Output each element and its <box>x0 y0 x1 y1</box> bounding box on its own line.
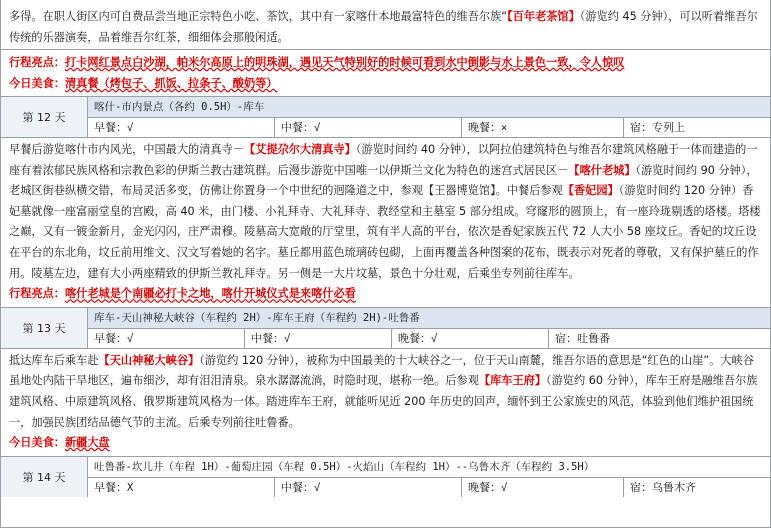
stay-value: 专列上 <box>652 121 685 134</box>
dinner-label: 晚餐： <box>468 480 501 494</box>
highlight-label: 行程亮点： <box>9 56 65 69</box>
day12-text-b: （游览时间约 40 分钟），以阿拉伯建筑特色与维吾尔建筑风格融于一体而建造的一座有着浓郁民族风格和宗教色彩的伊斯兰教古建筑群。后漫步游览中国唯一以伊斯兰文化为特色的迷宫式居民区－ <box>9 143 758 177</box>
day14-label: 第 14 天 <box>1 457 88 497</box>
stay-value: 乌鲁木齐 <box>652 480 696 494</box>
day12-route: 喀什-市内景点（各约 0.5H）-库车 <box>88 97 770 118</box>
lunch-label: 中餐： <box>281 121 314 134</box>
xiangfei-highlight: 【香妃园】 <box>562 184 619 198</box>
stay-value: 吐鲁番 <box>577 331 610 345</box>
dinner-label: 晚餐： <box>468 121 501 134</box>
lunch-label: 中餐： <box>251 331 284 345</box>
day13-food-label: 今日美食： <box>9 436 65 450</box>
day14-header <box>1 457 770 497</box>
day11-highlights <box>1 50 770 97</box>
day13-text-c: （游览约 60 分钟），库车王府是融维吾尔族建筑风格、中原建筑风格、俄罗斯建筑风格为一体。踏进库车王府，就能听见近 200 年历史的回声，缅怀到王公家族史的风范，体验到他们维护祖国统一，加强民族团结品德气节的主流。后乘专列前往吐鲁番。 <box>9 374 758 429</box>
day12-text-d: （游览时间约 120 分钟）香妃墓就像一座富丽堂皇的宫殿，高 40 米，由门楼、小礼拜寺、大礼拜寺、教经堂和主墓室 5 部分组成。穹窿形的圆顶上，有一座玲珑剔透的塔楼。塔楼之巅，又有一镀金新月，金光闪闪，庄严肃穆。陵墓高大宽敞的厅堂里，筑有半人高的平台，依次是香妃家族五代 72 人大小 58 座坟丘。香妃的坟丘设在平台的东北角，坟丘前用维文、汉文写着她的名字。墓丘都用蓝色琉璃砖包砌，上面再覆盖各种图案的花布，既表示对死者的尊敬，又有保护墓丘的作用。陵墓左边，建有大小两座精致的伊斯兰教礼拜寺。另一侧是一大片坟墓，景色十分壮观，后乘坐专列前往库车。 <box>9 184 761 280</box>
canyon-highlight: 【天山神秘大峡谷】 <box>98 353 200 367</box>
mosque-highlight: 【艾提尕尔大清真寺】 <box>243 143 356 156</box>
day12-description <box>1 138 770 308</box>
day11-text-tail: （游览约 45 分钟），可以听着维吾尔传统的乐器演奏，品着维吾尔红茶，细细体会那般闲适。 <box>9 10 758 44</box>
teahouse-highlight: 【百年老茶馆】 <box>507 10 580 23</box>
breakfast-value: X <box>127 481 134 494</box>
day13-route: 库车-天山神秘大峡谷（车程约 2H）-库车王府（车程约 2H)-吐鲁番 <box>88 308 770 329</box>
day13-meals <box>88 329 770 348</box>
lunch-value: √ <box>284 332 291 345</box>
day13-header <box>1 308 770 349</box>
lunch-value: √ <box>314 481 321 494</box>
breakfast-value: √ <box>127 122 134 134</box>
day12-header <box>1 97 770 138</box>
day14-meals <box>88 478 770 497</box>
highlight-text: 打卡网红景点白沙湖，帕米尔高原上的明珠湖，遇见天气特别好的时候可看到水中倒影与水上景色一致，令人惊叹 <box>64 56 625 69</box>
day13-description <box>1 349 770 457</box>
day12-meals <box>88 118 770 137</box>
stay-label: 宿： <box>630 121 652 134</box>
dinner-value: √ <box>501 481 508 494</box>
breakfast-label: 早餐： <box>94 331 127 345</box>
kuqa-palace-highlight: 【库车王府】 <box>478 374 547 388</box>
day12-highlight-text: 喀什老城是个南疆必打卡之地，喀什开城仪式是来喀什必看 <box>64 287 356 301</box>
day11-text: 多得。在职人街区内可自费品尝当地正宗特色小吃、茶饮，其中有一家喀什本地最富特色的维吾尔族“ <box>9 10 508 23</box>
dinner-value: × <box>501 122 508 134</box>
food-label: 今日美食： <box>9 77 65 90</box>
day11-continuation <box>1 0 770 50</box>
stay-label: 宿： <box>555 331 577 345</box>
day13-text-a: 抵达库车后乘车赴 <box>9 353 99 367</box>
day12-text-c: （游览时间约 90 分钟），老城区街巷纵横交错，布局灵活多变，仿佛让你置身一个中世纪的迥隆道之中，参观【王器博览馆】。中餐后参观 <box>9 163 758 198</box>
day14-route: 吐鲁番-坎儿井（车程 1H）-葡萄庄园（车程 0.5H）-火焰山（车程约 1H）--乌鲁木齐（车程约 3.5H） <box>88 457 770 478</box>
food-text: 清真餐（烤包子、抓饭、拉条子、酸奶等） <box>64 77 278 90</box>
day13-label: 第 13 天 <box>1 308 88 348</box>
day13-food-text: 新疆大盘 <box>64 436 110 450</box>
breakfast-label: 早餐： <box>94 121 127 134</box>
dinner-value: √ <box>431 332 438 345</box>
lunch-value: √ <box>314 122 321 134</box>
stay-label: 宿： <box>630 480 652 494</box>
dinner-label: 晚餐： <box>398 331 431 345</box>
day13-text-b: （游览约 120 分钟），被称为中国最美的十大峡谷之一，位于天山南麓，维吾尔语的意思是“红色的山崖”。大峡谷虽地处内陆干旱地区，遍布细沙，却有泪泪清泉。泉水潺潺流淌，时隐时现，堪称一绝。后参观 <box>9 353 754 388</box>
breakfast-label: 早餐： <box>94 480 127 494</box>
lunch-label: 中餐： <box>281 480 314 494</box>
breakfast-value: √ <box>127 332 134 345</box>
day12-text-a: 早餐后游览喀什市内风光，中国最大的清真寺－ <box>9 143 244 156</box>
day12-label: 第 12 天 <box>1 97 88 137</box>
day12-highlight-label: 行程亮点： <box>9 287 65 301</box>
old-city-highlight: 【喀什老城】 <box>568 163 636 177</box>
